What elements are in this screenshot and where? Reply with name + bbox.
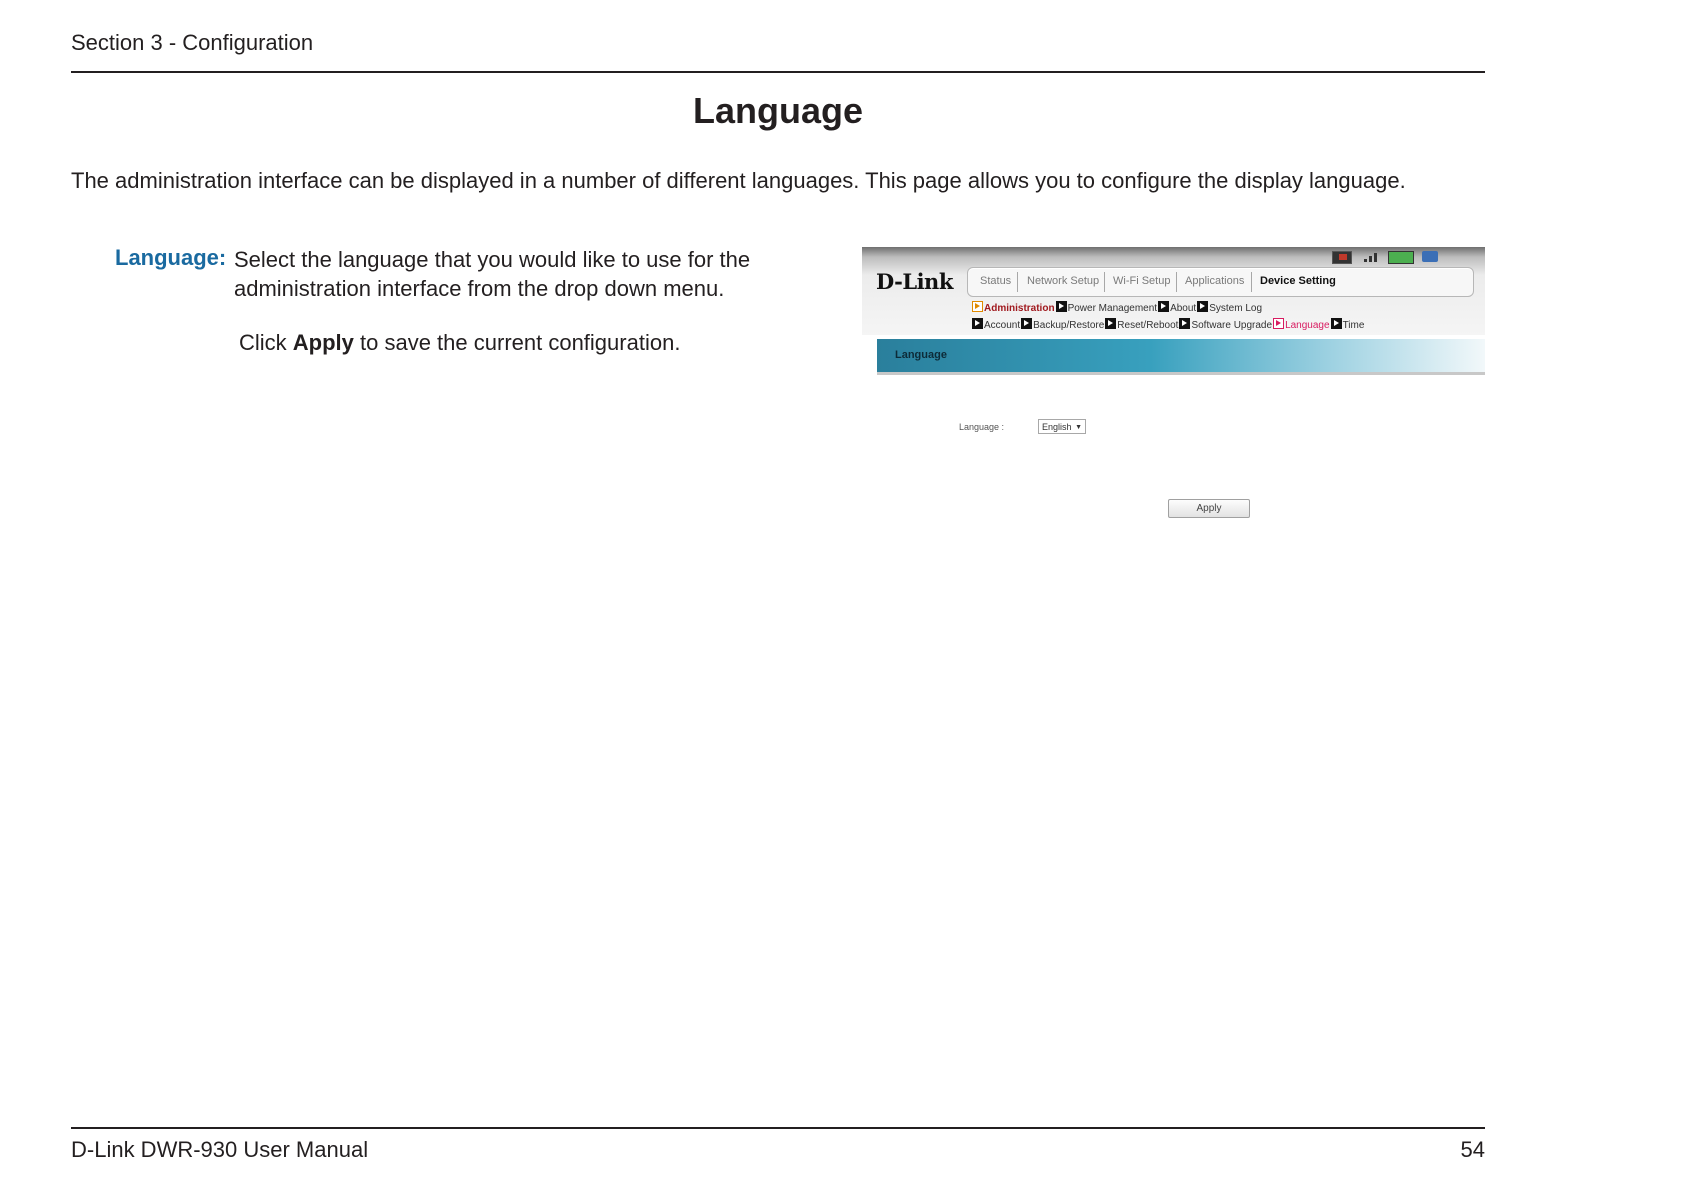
section-banner: [877, 339, 1485, 375]
language-select-value: English: [1042, 422, 1072, 432]
status-icons: [1332, 250, 1452, 264]
language-field-label: Language :: [959, 422, 1005, 432]
subnav-time[interactable]: Time: [1342, 320, 1365, 331]
language-select[interactable]: [1038, 419, 1086, 434]
subnav-row-2: [972, 318, 1365, 331]
banner-title: Language: [895, 349, 947, 361]
arrow-icon: [1179, 318, 1190, 329]
tab-divider: [1017, 272, 1018, 292]
header-rule: [71, 71, 1485, 73]
router-header: [862, 247, 1485, 335]
arrow-icon: [972, 301, 983, 312]
arrow-icon: [1273, 318, 1284, 329]
subnav-power-management[interactable]: Power Management: [1067, 303, 1158, 314]
router-ui-screenshot: [862, 247, 1485, 527]
definition-term: Language:: [115, 245, 227, 270]
tab-applications[interactable]: Applications: [1185, 275, 1245, 287]
arrow-icon: [1197, 301, 1208, 312]
subnav-system-log[interactable]: System Log: [1209, 303, 1263, 314]
apply-note-prefix: Click: [239, 330, 293, 355]
arrow-icon: [1158, 301, 1169, 312]
page-number: 54: [1460, 1137, 1485, 1162]
tab-network-setup[interactable]: Network Setup: [1027, 275, 1100, 287]
tab-divider: [1104, 272, 1105, 292]
apply-note: [239, 330, 680, 356]
footer-rule: [71, 1127, 1485, 1129]
main-tab-bar: [967, 267, 1474, 297]
arrow-icon: [972, 318, 983, 329]
arrow-icon: [1331, 318, 1342, 329]
arrow-icon: [1021, 318, 1032, 329]
tab-wifi-setup[interactable]: Wi-Fi Setup: [1113, 275, 1171, 287]
subnav-language[interactable]: Language: [1285, 320, 1330, 331]
battery-icon: [1388, 251, 1414, 264]
apply-note-suffix: to save the current configuration.: [353, 330, 681, 355]
subnav-about[interactable]: About: [1170, 303, 1197, 314]
subnav-software-upgrade[interactable]: Software Upgrade: [1191, 320, 1273, 331]
page-title: Language: [692, 90, 863, 131]
definition-description: Select the language that you would like to use for the administration interface from the drop down menu.: [234, 247, 751, 301]
sim-card-icon: [1332, 251, 1352, 264]
apply-button[interactable]: Apply: [1168, 499, 1250, 518]
footer-manual-title: D-Link DWR-930 User Manual: [71, 1137, 369, 1162]
apply-note-keyword: Apply: [292, 330, 354, 355]
subnav-reset-reboot[interactable]: Reset/Reboot: [1117, 320, 1179, 331]
arrow-icon: [1056, 301, 1067, 312]
intro-paragraph: The administration interface can be displayed in a number of different languages. This page allows you to configure the display language.: [71, 168, 1406, 193]
connected-users-icon: [1422, 251, 1438, 262]
subnav-administration[interactable]: Administration: [984, 303, 1055, 314]
arrow-icon: [1105, 318, 1116, 329]
tab-device-setting[interactable]: Device Setting: [1260, 275, 1336, 287]
tab-status[interactable]: Status: [980, 275, 1012, 287]
tab-divider: [1251, 272, 1252, 292]
subnav-backup-restore[interactable]: Backup/Restore: [1033, 320, 1105, 331]
chevron-down-icon: ▼: [1075, 424, 1082, 431]
tab-divider: [1176, 272, 1177, 292]
subnav-account[interactable]: Account: [984, 320, 1021, 331]
signal-strength-icon: [1362, 251, 1380, 262]
section-header: Section 3 - Configuration: [71, 30, 314, 55]
dlink-logo: D-Link: [876, 269, 953, 294]
subnav-row-1: [972, 301, 1263, 314]
